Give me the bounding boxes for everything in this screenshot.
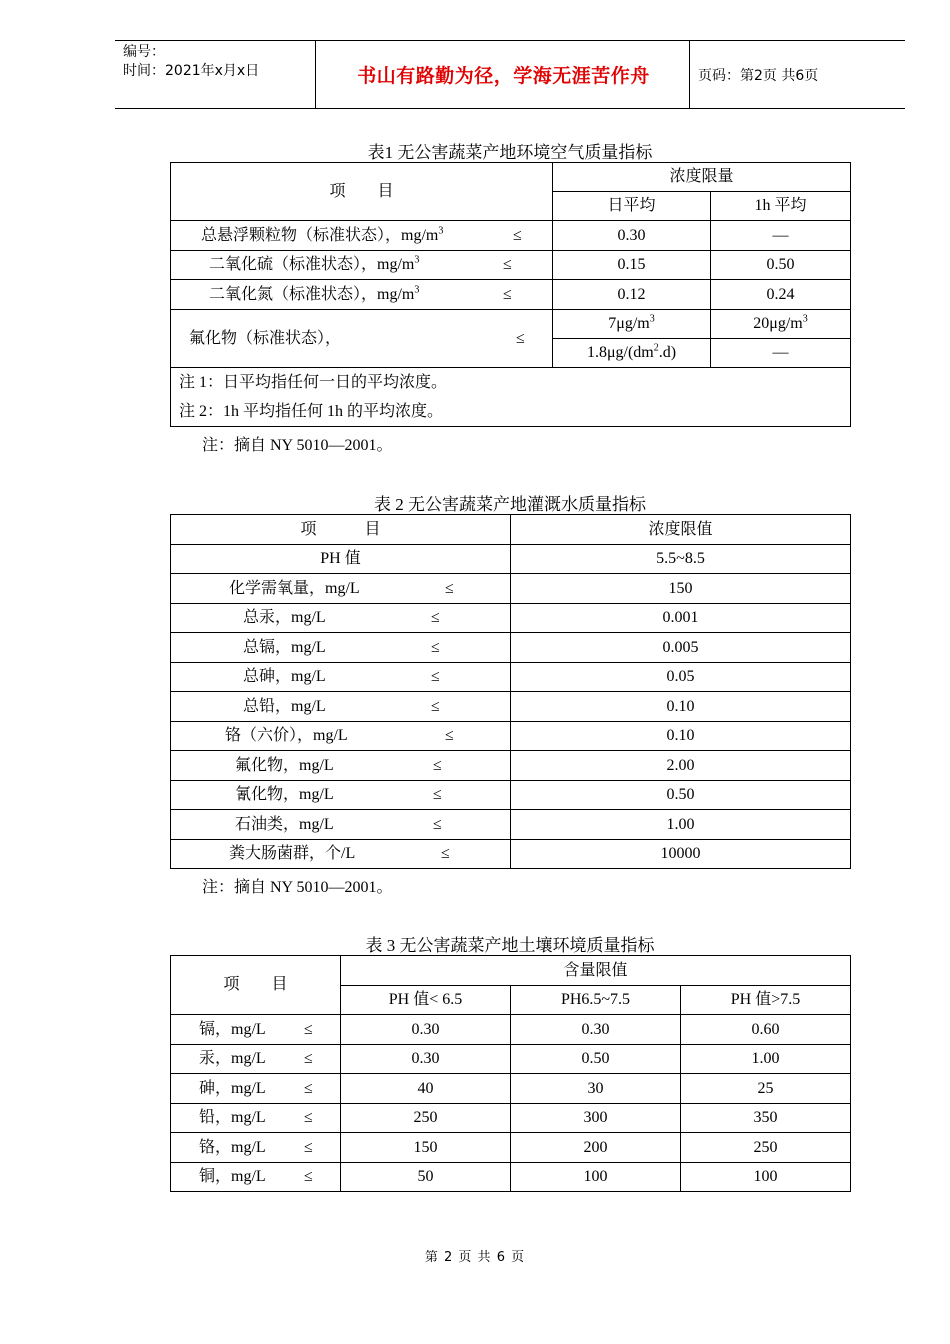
item-label: 总汞，mg/L bbox=[243, 609, 326, 626]
table-row bbox=[171, 1074, 851, 1104]
le-symbol: ≤ bbox=[431, 609, 440, 626]
item-label: 化学需氧量，mg/L bbox=[229, 579, 360, 597]
table3 bbox=[170, 955, 851, 1192]
item-label: 粪大肠菌群，个/L bbox=[229, 845, 356, 862]
limit-value: 0.50 bbox=[511, 1045, 681, 1074]
item-label: 镉，mg/L bbox=[199, 1020, 266, 1038]
hourly-value: — bbox=[711, 339, 851, 368]
limit-value: 300 bbox=[511, 1104, 681, 1133]
le-symbol: ≤ bbox=[431, 638, 440, 656]
le-symbol: ≤ bbox=[304, 1050, 313, 1067]
le-symbol: ≤ bbox=[513, 226, 522, 244]
hourly-value: — bbox=[711, 221, 851, 251]
table2-caption: 表 2 无公害蔬菜产地灌溉水质量指标 bbox=[374, 495, 646, 514]
table1-col-hourly: 1h 平均 bbox=[711, 192, 851, 221]
limit-value: 0.05 bbox=[511, 663, 851, 692]
limit-value: 25 bbox=[681, 1074, 851, 1104]
page-label: 页码：第2页 共6页 bbox=[698, 68, 819, 84]
table-row bbox=[171, 280, 851, 310]
number-label: 编号： bbox=[123, 44, 165, 60]
table2 bbox=[170, 514, 851, 869]
daily-value: $1.8\mu g/(dm^2.d)$ bbox=[553, 339, 711, 368]
header-meta bbox=[123, 43, 259, 81]
hourly-value: 0.50 bbox=[711, 251, 851, 280]
item-label: 铬，mg/L bbox=[199, 1138, 266, 1156]
limit-value: 0.30 bbox=[341, 1015, 511, 1045]
limit-value: 5.5~8.5 bbox=[511, 545, 851, 574]
item-label: 总砷，mg/L bbox=[243, 668, 326, 685]
le-symbol: ≤ bbox=[445, 727, 454, 744]
table1-caption: 表1 无公害蔬菜产地环境空气质量指标 bbox=[367, 143, 653, 162]
limit-value: 100 bbox=[681, 1163, 851, 1192]
item-label: 汞，mg/L bbox=[199, 1050, 266, 1067]
le-symbol: ≤ bbox=[304, 1168, 313, 1185]
table-row bbox=[171, 692, 851, 722]
table-row bbox=[171, 840, 851, 869]
daily-value: $7\mu g/m^3$ bbox=[553, 310, 711, 339]
table-row bbox=[171, 574, 851, 604]
table-row bbox=[171, 604, 851, 633]
item-label: 氰化物，mg/L bbox=[235, 786, 334, 803]
header-divider bbox=[315, 41, 316, 108]
item-label: 总铅，mg/L bbox=[243, 697, 326, 715]
item-label: 总镉，mg/L bbox=[243, 638, 326, 656]
table-row bbox=[171, 781, 851, 810]
note-2: 注 2：1h 平均指任何 1h 的平均浓度。 bbox=[179, 403, 444, 420]
table-row bbox=[171, 1104, 851, 1133]
le-symbol: ≤ bbox=[445, 579, 454, 597]
table-row bbox=[171, 221, 851, 251]
table-row bbox=[171, 1045, 851, 1074]
table-row bbox=[171, 663, 851, 692]
le-symbol: ≤ bbox=[503, 285, 512, 303]
le-symbol: ≤ bbox=[304, 1020, 313, 1038]
table2-source: 注：摘自 NY 5010—2001。 bbox=[202, 879, 393, 896]
note-1: 注 1：日平均指任何一日的平均浓度。 bbox=[179, 374, 448, 391]
limit-value: 10000 bbox=[511, 840, 851, 869]
item-label: PH 值 bbox=[171, 545, 511, 574]
limit-value: 0.30 bbox=[511, 1015, 681, 1045]
table1-col-daily: 日平均 bbox=[553, 192, 711, 221]
limit-value: 1.00 bbox=[511, 810, 851, 840]
le-symbol: ≤ bbox=[503, 256, 512, 273]
item-label: 二氧化硫（标准状态），$mg/m^3$ bbox=[209, 254, 420, 273]
table1-source: 注：摘自 NY 5010—2001。 bbox=[202, 437, 393, 454]
table1 bbox=[170, 162, 851, 427]
le-symbol: ≤ bbox=[433, 786, 442, 803]
item-label: 铜，mg/L bbox=[199, 1168, 266, 1185]
table1-notes bbox=[171, 368, 851, 427]
table3-col-item: 项 目 bbox=[171, 956, 341, 1015]
item-label: 总悬浮颗粒物（标准状态），$mg/m^3$ bbox=[201, 225, 444, 244]
limit-value: 40 bbox=[341, 1074, 511, 1104]
daily-value: 0.15 bbox=[553, 251, 711, 280]
le-symbol: ≤ bbox=[304, 1138, 313, 1156]
le-symbol: ≤ bbox=[304, 1079, 313, 1097]
item-label: 氟化物（标准状态）， bbox=[189, 329, 342, 347]
limit-value: 0.60 bbox=[681, 1015, 851, 1045]
limit-value: 50 bbox=[341, 1163, 511, 1192]
item-label: 二氧化氮（标准状态），$mg/m^3$ bbox=[209, 284, 420, 303]
table2-col-item: 项 目 bbox=[171, 515, 511, 545]
item-label: 铅，mg/L bbox=[199, 1109, 266, 1126]
le-symbol: ≤ bbox=[433, 756, 442, 774]
time-label: 时间：2021年x月x日 bbox=[123, 63, 260, 79]
table-row bbox=[171, 1015, 851, 1045]
limit-value: 100 bbox=[511, 1163, 681, 1192]
limit-value: 30 bbox=[511, 1074, 681, 1104]
table-row bbox=[171, 810, 851, 840]
limit-value: 0.10 bbox=[511, 722, 851, 751]
le-symbol: ≤ bbox=[431, 668, 440, 685]
table-row bbox=[171, 1163, 851, 1192]
limit-value: 1.00 bbox=[681, 1045, 851, 1074]
table-row bbox=[171, 310, 851, 339]
le-symbol: ≤ bbox=[433, 815, 442, 833]
daily-value: 0.12 bbox=[553, 280, 711, 310]
item-label: 氟化物，mg/L bbox=[235, 756, 334, 774]
limit-value: 0.30 bbox=[341, 1045, 511, 1074]
table3-col-group: 含量限值 bbox=[341, 956, 851, 986]
table-row bbox=[171, 751, 851, 781]
limit-value: 0.001 bbox=[511, 604, 851, 633]
table1-col-group: 浓度限量 bbox=[553, 163, 851, 192]
limit-value: 2.00 bbox=[511, 751, 851, 781]
item-label: 铬（六价），mg/L bbox=[225, 727, 348, 744]
le-symbol: ≤ bbox=[441, 845, 450, 862]
table-row bbox=[171, 545, 851, 574]
item-label: 砷，mg/L bbox=[199, 1079, 266, 1097]
le-symbol: ≤ bbox=[431, 697, 440, 715]
hourly-value: $20\mu g/m^3$ bbox=[711, 310, 851, 339]
limit-value: 0.10 bbox=[511, 692, 851, 722]
page-footer: 第 2 页 共 6 页 bbox=[424, 1250, 526, 1265]
table2-col-limit: 浓度限值 bbox=[511, 515, 851, 545]
item-label: 石油类，mg/L bbox=[235, 815, 334, 833]
table-row bbox=[171, 722, 851, 751]
table3-col-ph-mid: PH6.5~7.5 bbox=[511, 986, 681, 1015]
table3-caption: 表 3 无公害蔬菜产地土壤环境质量指标 bbox=[365, 936, 655, 955]
daily-value: 0.30 bbox=[553, 221, 711, 251]
le-symbol: ≤ bbox=[516, 329, 525, 347]
limit-value: 0.005 bbox=[511, 633, 851, 663]
table3-col-ph-low: PH 值< 6.5 bbox=[341, 986, 511, 1015]
page-header bbox=[115, 40, 905, 109]
hourly-value: 0.24 bbox=[711, 280, 851, 310]
limit-value: 200 bbox=[511, 1133, 681, 1163]
limit-value: 250 bbox=[681, 1133, 851, 1163]
table-row bbox=[171, 1133, 851, 1163]
limit-value: 150 bbox=[341, 1133, 511, 1163]
table-row bbox=[171, 251, 851, 280]
motto: 书山有路勤为径，学海无涯苦作舟 bbox=[357, 65, 650, 87]
table-row bbox=[171, 633, 851, 663]
limit-value: 0.50 bbox=[511, 781, 851, 810]
table1-col-item: 项 目 bbox=[171, 163, 553, 221]
le-symbol: ≤ bbox=[304, 1109, 313, 1126]
limit-value: 150 bbox=[511, 574, 851, 604]
limit-value: 250 bbox=[341, 1104, 511, 1133]
limit-value: 350 bbox=[681, 1104, 851, 1133]
table3-col-ph-high: PH 值>7.5 bbox=[681, 986, 851, 1015]
